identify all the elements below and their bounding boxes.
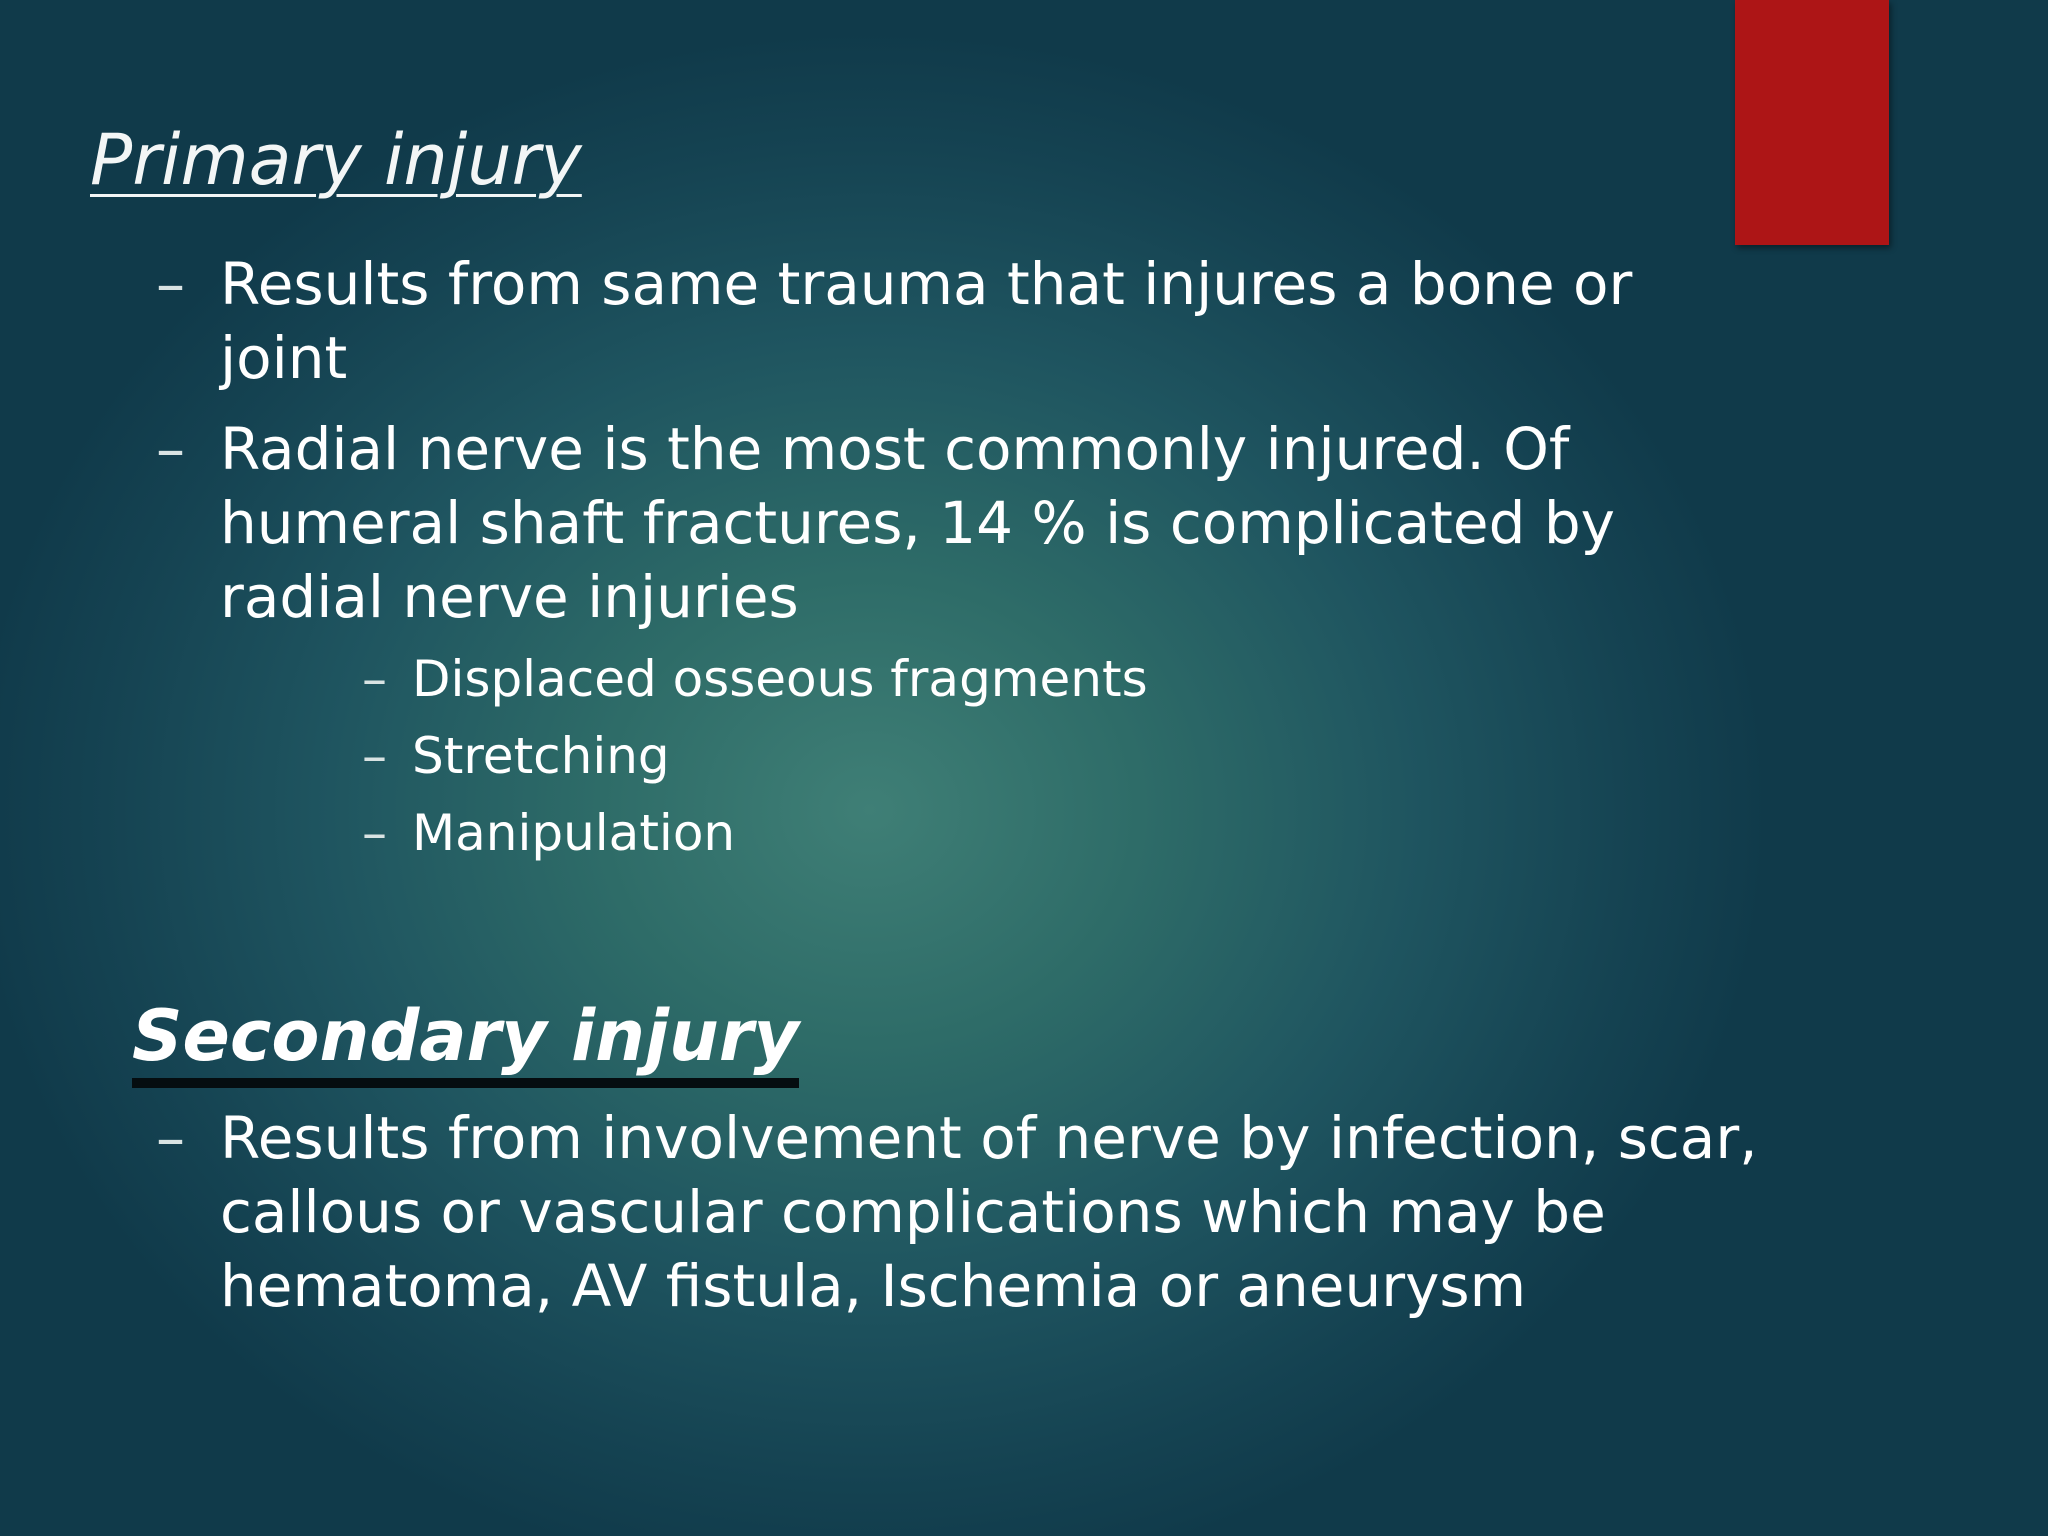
secondary-bullet-1 xyxy=(156,1101,2006,1331)
bullet-text: Results from involvement of nerve by infection, scar, callous or vascular complications which may be hematoma, AV fistula, Ischemia or aneurysm xyxy=(220,1104,1758,1320)
accent-bar xyxy=(1735,0,1889,245)
secondary-injury-heading: Secondary injury xyxy=(132,994,799,1088)
sub-bullet-text: Displaced osseous fragments xyxy=(412,650,1148,708)
bullet-text: Radial nerve is the most commonly injured. Of humeral shaft fractures, 14 % is complicated by radial nerve injuries xyxy=(220,415,1616,631)
sub-bullet-text: Manipulation xyxy=(412,804,736,862)
primary-injury-heading: Primary injury xyxy=(90,119,582,201)
sub-bullet-dash: – xyxy=(362,804,387,862)
primary-bullet-2 xyxy=(156,412,1956,642)
sub-bullet-dash: – xyxy=(362,727,387,785)
sub-bullet-1 xyxy=(362,646,1362,716)
bullet-dash: – xyxy=(156,250,185,318)
sub-bullet-text: Stretching xyxy=(412,727,670,785)
bullet-dash: – xyxy=(156,415,185,483)
bullet-dash: – xyxy=(156,1104,185,1172)
bullet-text: Results from same trauma that injures a bone or joint xyxy=(220,250,1633,392)
primary-bullet-1 xyxy=(156,247,1956,397)
sub-bullet-dash: – xyxy=(362,650,387,708)
sub-bullet-3 xyxy=(362,800,1362,870)
sub-bullet-2 xyxy=(362,723,1362,793)
